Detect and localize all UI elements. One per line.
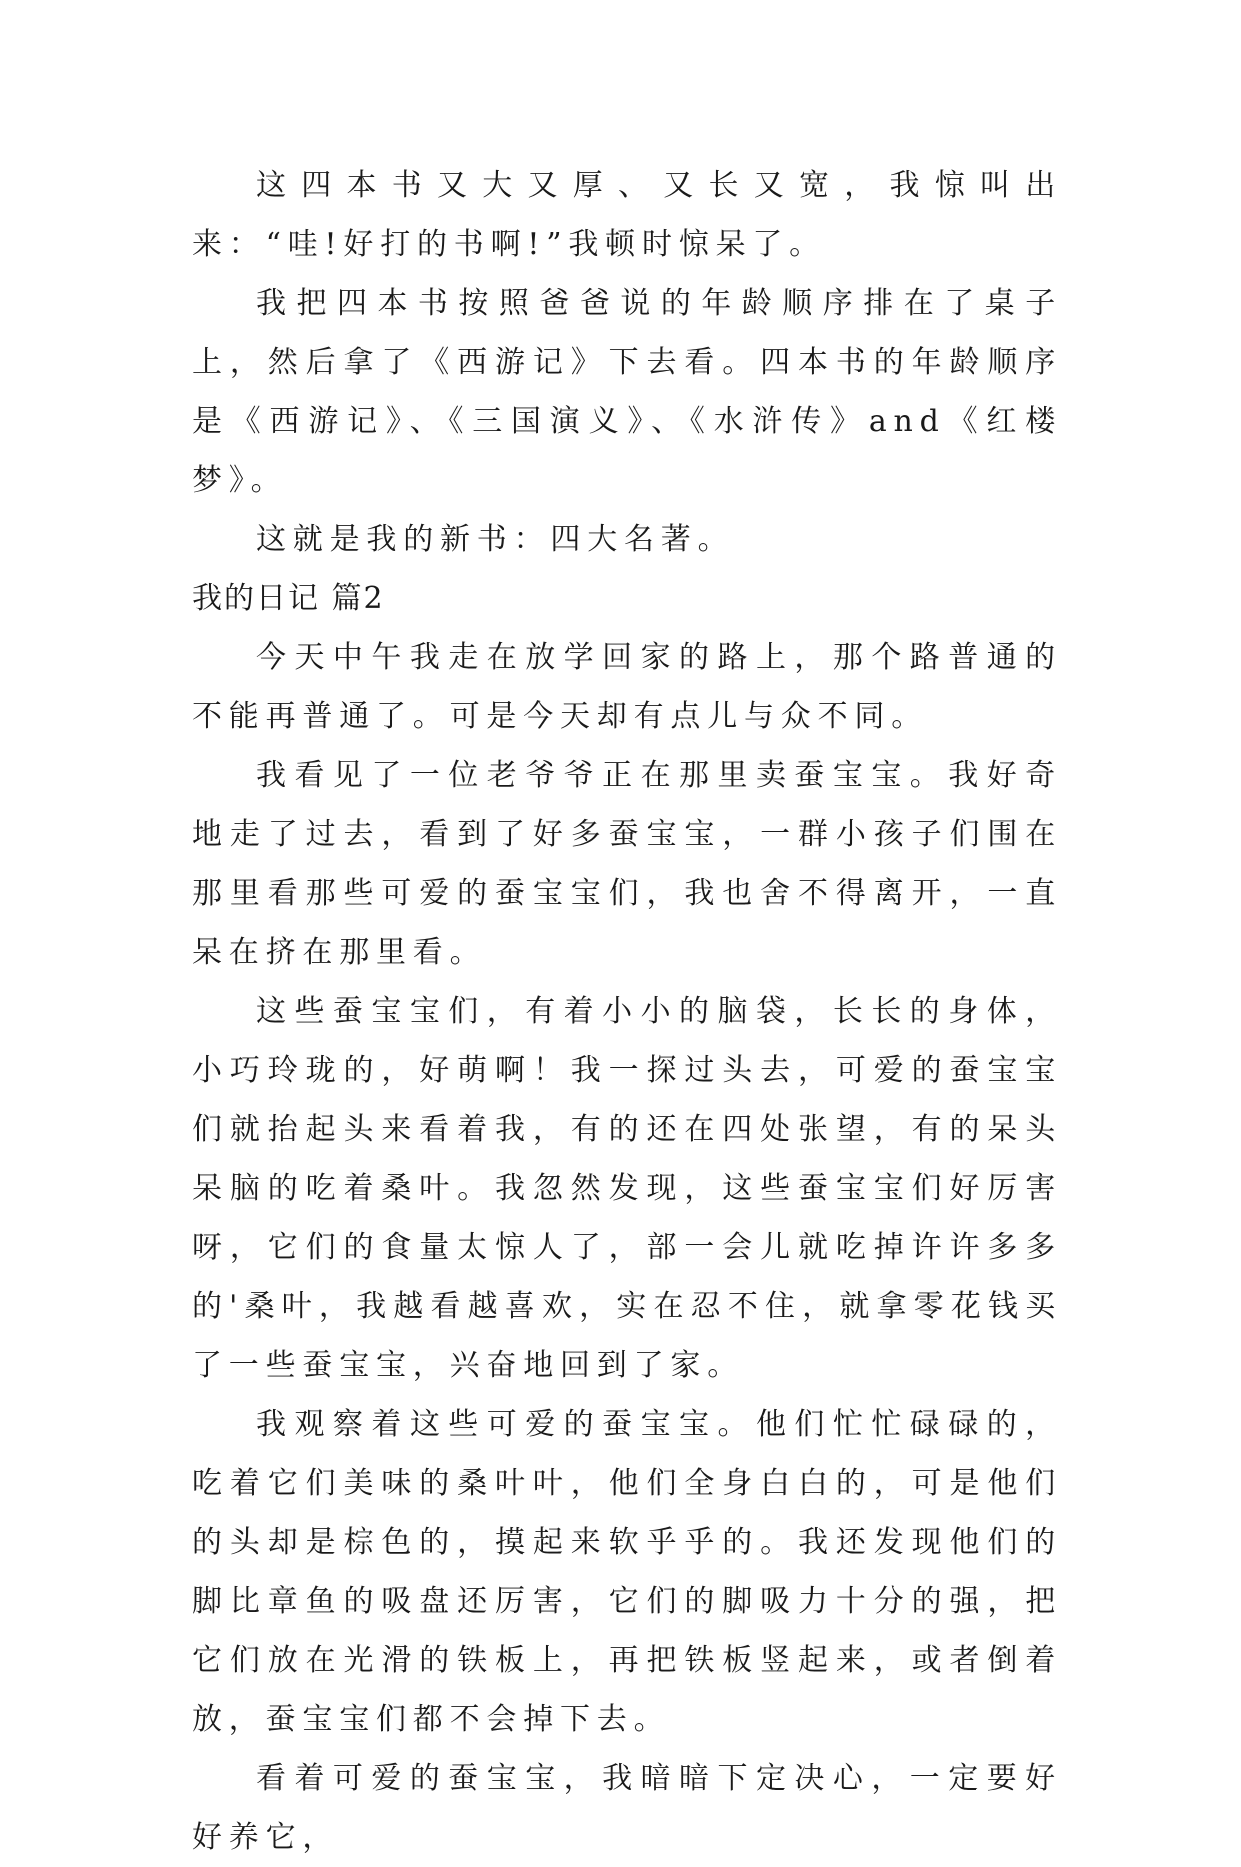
paragraph-5: 我看见了一位老爷爷正在那里卖蚕宝宝。我好奇地走了过去，看到了好多蚕宝宝，一群小孩子们围在那里看那些可爱的蚕宝宝们，我也舍不得离开，一直呆在挤在那里看。	[192, 758, 1062, 970]
paragraph-3: 这就是我的新书：四大名著。	[256, 522, 735, 557]
paragraph-6: 这些蚕宝宝们，有着小小的脑袋，长长的身体，小巧玲珑的，好萌啊！我一探过头去，可爱的蚕宝宝们就抬起头来看着我，有的还在四处张望，有的呆头呆脑的吃着桑叶。我忽然发现，这些蚕宝宝们好厉害呀，它们的食量太惊人了，部一会儿就吃掉许许多多的'桑叶，我越看越喜欢，实在忍不住，就拿零花钱买了一些蚕宝宝，兴奋地回到了家。	[192, 994, 1062, 1383]
paragraph-8: 看着可爱的蚕宝宝，我暗暗下定决心，一定要好好养它，	[192, 1761, 1062, 1855]
paragraph-7: 我观察着这些可爱的蚕宝宝。他们忙忙碌碌的，吃着它们美味的桑叶叶，他们全身白白的，可是他们的头却是棕色的，摸起来软乎乎的。我还发现他们的脚比章鱼的吸盘还厉害，它们的脚吸力十分的强，把它们放在光滑的铁板上，再把铁板竖起来，或者倒着放，蚕宝宝们都不会掉下去。	[192, 1407, 1062, 1737]
document-body	[192, 156, 1062, 1867]
paragraph-1: 这四本书又大又厚、又长又宽，我惊叫出来：“哇!好打的书啊!”我顿时惊呆了。	[192, 168, 1062, 262]
section-title: 我的日记 篇2	[192, 581, 385, 616]
paragraph-2: 我把四本书按照爸爸说的年龄顺序排在了桌子上，然后拿了《西游记》下去看。四本书的年龄顺序是《西游记》、《三国演义》、《水浒传》and《红楼梦》。	[192, 286, 1062, 498]
paragraph-4: 今天中午我走在放学回家的路上，那个路普通的不能再普通了。可是今天却有点儿与众不同。	[192, 640, 1062, 734]
